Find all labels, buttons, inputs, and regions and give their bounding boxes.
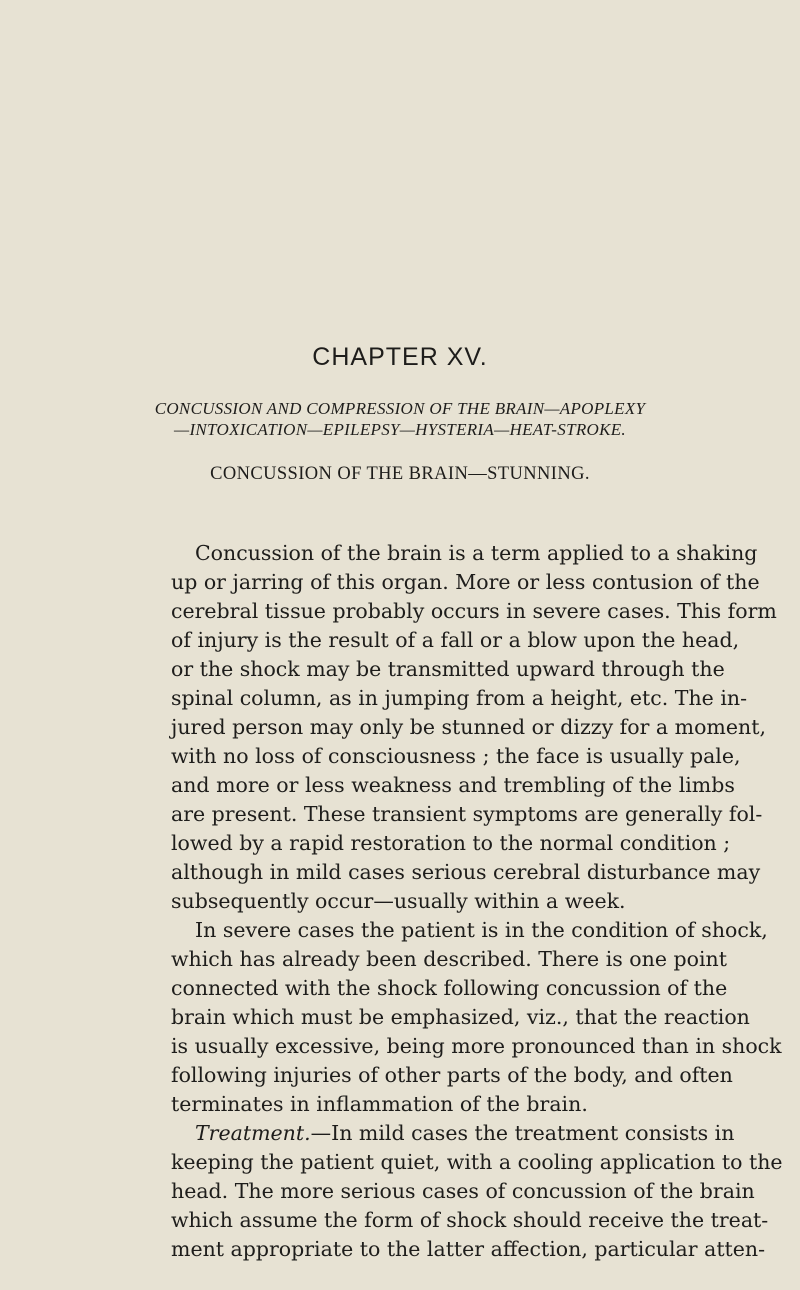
paragraph-line: terminates in inflammation of the brain. (171, 1092, 588, 1116)
paragraph-line: ment appropriate to the latter affection, particular atten- (171, 1237, 766, 1261)
paragraph-line: and more or less weakness and trembling of the limbs (171, 773, 735, 797)
paragraph-line: up or jarring of this organ. More or less contusion of the (171, 570, 760, 594)
paragraph-line: with no loss of consciousness ; the face is usually pale, (171, 744, 741, 768)
paragraph-line: cerebral tissue probably occurs in severe cases. This form (171, 599, 777, 623)
paragraph-line: brain which must be emphasized, viz., that the reaction (171, 1005, 750, 1029)
paragraph-line: of injury is the result of a fall or a blow upon the head, (171, 628, 740, 652)
section-title: CONCUSSION OF THE BRAIN—STUNNING. (210, 464, 590, 484)
treatment-heading: Treatment. (195, 1121, 311, 1145)
paragraph-line: following injuries of other parts of the body, and often (171, 1063, 733, 1087)
chapter-subtitle-line-2: —INTOXICATION—EPILEPSY—HYSTERIA—HEAT-STROKE. (174, 420, 626, 439)
paragraph-line: are present. These transient symptoms are generally fol- (171, 802, 763, 826)
paragraph-line (195, 1119, 735, 1148)
paragraph-line: In severe cases the patient is in the condition of shock, (195, 918, 768, 942)
paragraph-line: is usually excessive, being more pronounced than in shock (171, 1034, 782, 1058)
paragraph-line: although in mild cases serious cerebral disturbance may (171, 860, 761, 884)
paragraph-line: keeping the patient quiet, with a cooling application to the (171, 1150, 783, 1174)
paragraph-line: jured person may only be stunned or dizzy for a moment, (171, 715, 766, 739)
paragraph-line: connected with the shock following concussion of the (171, 976, 728, 1000)
treatment-line-rest: —In mild cases the treatment consists in (310, 1121, 735, 1145)
paragraph-line: Concussion of the brain is a term applied to a shaking (195, 541, 758, 565)
chapter-title: CHAPTER XV. (312, 343, 488, 371)
paragraph-line: spinal column, as in jumping from a height, etc. The in- (171, 686, 748, 710)
paragraph-line: which assume the form of shock should receive the treat- (171, 1208, 769, 1232)
paragraph-line: head. The more serious cases of concussion of the brain (171, 1179, 755, 1203)
chapter-subtitle-line-1: CONCUSSION AND COMPRESSION OF THE BRAIN—APOPLEXY (154, 399, 646, 418)
paragraph-line: or the shock may be transmitted upward through the (171, 657, 725, 681)
paragraph-line: subsequently occur—usually within a week. (171, 889, 626, 913)
paragraph-line: lowed by a rapid restoration to the normal condition ; (171, 831, 731, 855)
paragraph-line: which has already been described. There is one point (171, 947, 727, 971)
